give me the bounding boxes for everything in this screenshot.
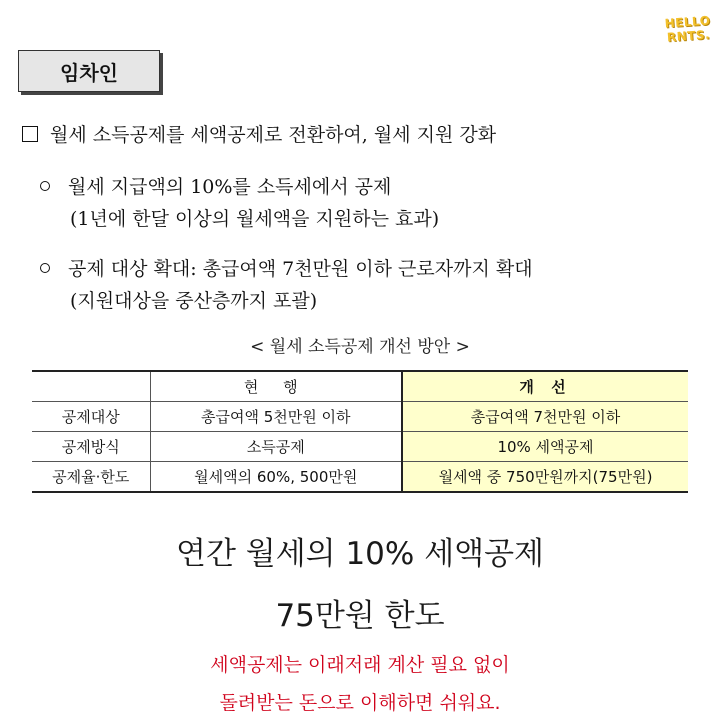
sub-point-2-note: (지원대상을 중산층까지 포괄) [70,290,318,312]
sub-point-1 [40,172,391,199]
sub-point-2-text: 공제 대상 확대: 총급여액 7천만원 이하 근로자까지 확대 [68,258,533,280]
sub-point-2 [40,254,533,281]
table-row [32,402,688,432]
logo-line-2: RNTS. [666,27,711,45]
circle-bullet-icon [40,181,50,191]
circle-bullet-icon [40,263,50,273]
sub-point-1-text: 월세 지급액의 10%를 소득세에서 공제 [68,176,392,198]
table-header-row [32,371,688,402]
note-line-2: 돌려받는 돈으로 이해하면 쉬워요. [219,692,501,714]
table-row [32,462,688,493]
current-value: 소득공제 [150,432,402,462]
sub-point-1-note: (1년에 한달 이상의 월세액을 지원하는 효과) [70,208,440,230]
table-caption: < 월세 소득공제 개선 방안 > [250,337,470,357]
comparison-table [32,370,688,493]
improved-value: 10% 세액공제 [402,432,688,462]
summary-line-2: 75만원 한도 [275,598,445,634]
table-header-empty [32,371,150,402]
note-line-1: 세액공제는 이래저래 계산 필요 없이 [210,654,510,676]
current-value: 월세액의 60%, 500만원 [150,462,402,493]
main-point-text: 월세 소득공제를 세액공제로 전환하여, 월세 지원 강화 [50,124,497,146]
improved-value: 총급여액 7천만원 이하 [402,402,688,432]
row-label: 공제대상 [32,402,150,432]
table-header-current: 현 행 [150,371,402,402]
section-tag: 임차인 [18,50,160,92]
current-value: 총급여액 5천만원 이하 [150,402,402,432]
improved-value: 월세액 중 750만원까지(75만원) [402,462,688,493]
main-point [22,120,496,147]
summary-line-1: 연간 월세의 10% 세액공제 [176,536,544,572]
watermark-logo [658,0,718,58]
table-row [32,432,688,462]
logo-line-1: HELLO [664,13,711,31]
row-label: 공제방식 [32,432,150,462]
table-header-improved: 개 선 [402,371,688,402]
square-bullet-icon [22,126,38,142]
row-label: 공제율·한도 [32,462,150,493]
